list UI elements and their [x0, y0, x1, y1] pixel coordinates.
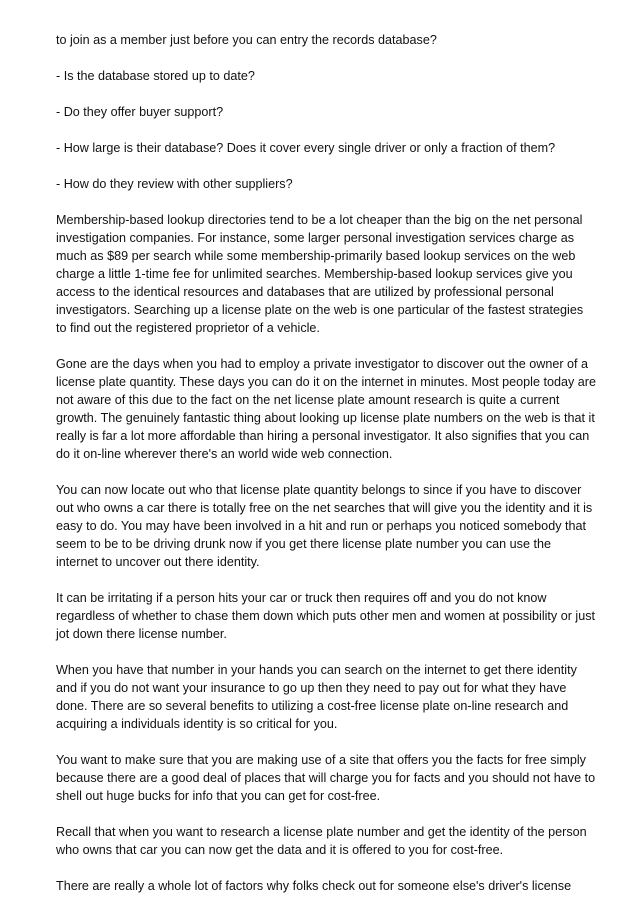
question-list-item: - How do they review with other suppliers?: [56, 177, 293, 191]
body-paragraph: Recall that when you want to research a license plate number and get the identity of the person who owns that car you can now get the data and it is offered to you for cost-free.: [56, 825, 587, 857]
document-body: [56, 31, 596, 913]
question-list-item: - Do they offer buyer support?: [56, 105, 224, 119]
body-paragraph: Membership-based lookup directories tend to be a lot cheaper than the big on the net personal investigation companies. For instance, some larger personal investigation services charge as much as $89 per search while some membership-primarily based lookup services on the web charge a little 1-time fee for unlimited searches. Membership-based lookup services give you access to the identical resources and databases that are utilized by professional personal investigators. Searching up a license plate on the web is one particular of the fastest strategies to find out the registered proprietor of a vehicle.: [56, 213, 584, 335]
body-paragraph: It can be irritating if a person hits your car or truck then requires off and you do not know regardless of whether to chase them down which puts other men and women at possibility or just jot down there license number.: [56, 591, 596, 641]
body-paragraph: You can now locate out who that license plate quantity belongs to since if you have to discover out who owns a car there is totally free on the net searches that will give you the identity and it is easy to do. You may have been involved in a hit and run or perhaps you noticed somebody that seem to be to be driving drunk now if you get there license plate number you can use the internet to uncover out there identity.: [56, 483, 593, 569]
question-list-item: - How large is their database? Does it cover every single driver or only a fraction of them?: [56, 141, 556, 155]
body-paragraph-truncated: There are really a whole lot of factors why folks check out for someone else's driver's license: [56, 879, 572, 893]
body-paragraph: When you have that number in your hands you can search on the internet to get there identity and if you do not want your insurance to go up then they need to pay out for what they have done. There are so several benefits to utilizing a cost-free license plate on-line research and acquiring a individuals identity is so critical for you.: [56, 663, 577, 731]
question-list-item: - Is the database stored up to date?: [56, 69, 255, 83]
paragraph-continuation: to join as a member just before you can entry the records database?: [56, 33, 437, 47]
body-paragraph: You want to make sure that you are making use of a site that offers you the facts for free simply because there are a good deal of places that will charge you for facts and you should not have to shell out huge bucks for info that you can get for cost-free.: [56, 753, 596, 803]
body-paragraph: Gone are the days when you had to employ a private investigator to discover out the owner of a license plate quantity. These days you can do it on the internet in minutes. Most people today are not aware of this due to the fact on the net license plate amount research is quite a current growth. The genuinely fantastic thing about looking up license plate numbers on the web is that it really is far a lot more affordable than hiring a personal investigator. It also signifies that you can do it on-line wherever there's an world wide web connection.: [56, 357, 596, 461]
